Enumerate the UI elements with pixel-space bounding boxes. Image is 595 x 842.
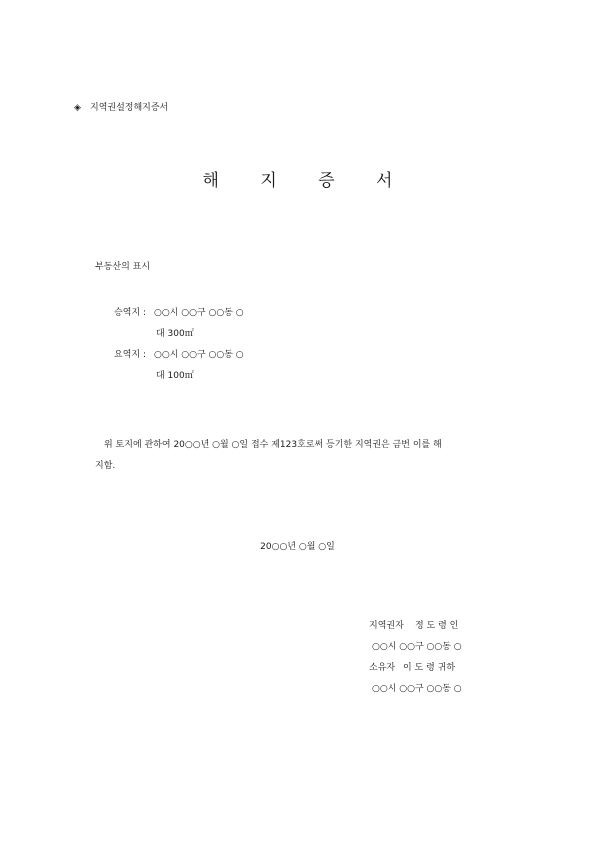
- signer-address: ○○시 ○○구 ○○동 ○: [372, 684, 462, 694]
- property-address: ○○시 ○○구 ○○동 ○: [154, 308, 244, 318]
- property-address: ○○시 ○○구 ○○동 ○: [154, 350, 244, 360]
- document-date: 20○○년 ○월 ○일: [260, 542, 335, 552]
- title-char: 증: [318, 171, 335, 191]
- property-label: 요역지 :: [114, 350, 146, 360]
- diamond-icon: ◈: [74, 103, 81, 113]
- document-header: [74, 100, 168, 113]
- signer-address: ○○시 ○○구 ○○동 ○: [372, 642, 462, 652]
- body-line: 위 토지에 관하여 20○○년 ○월 ○일 접수 제123호로써 등기한 지역권은 금번 이를 해: [104, 440, 442, 450]
- property-detail: 대 100㎡: [156, 371, 194, 381]
- signer-name: 정 도 령 인: [415, 621, 459, 631]
- title-char: 해: [202, 171, 219, 191]
- signer-name: 이 도 령 귀하: [403, 663, 456, 673]
- document-title: [0, 166, 595, 191]
- property-label: 승역지 :: [114, 308, 146, 318]
- section-title: 부동산의 표시: [95, 262, 151, 272]
- property-detail: 대 300㎡: [156, 329, 194, 339]
- title-char: 지: [260, 171, 277, 191]
- body-line: 지함.: [95, 461, 116, 471]
- title-char: 서: [376, 171, 393, 191]
- signer-role: 지역권자: [369, 621, 404, 631]
- signer-role: 소유자: [369, 663, 396, 673]
- header-text: 지역권설정해지증서: [90, 103, 169, 113]
